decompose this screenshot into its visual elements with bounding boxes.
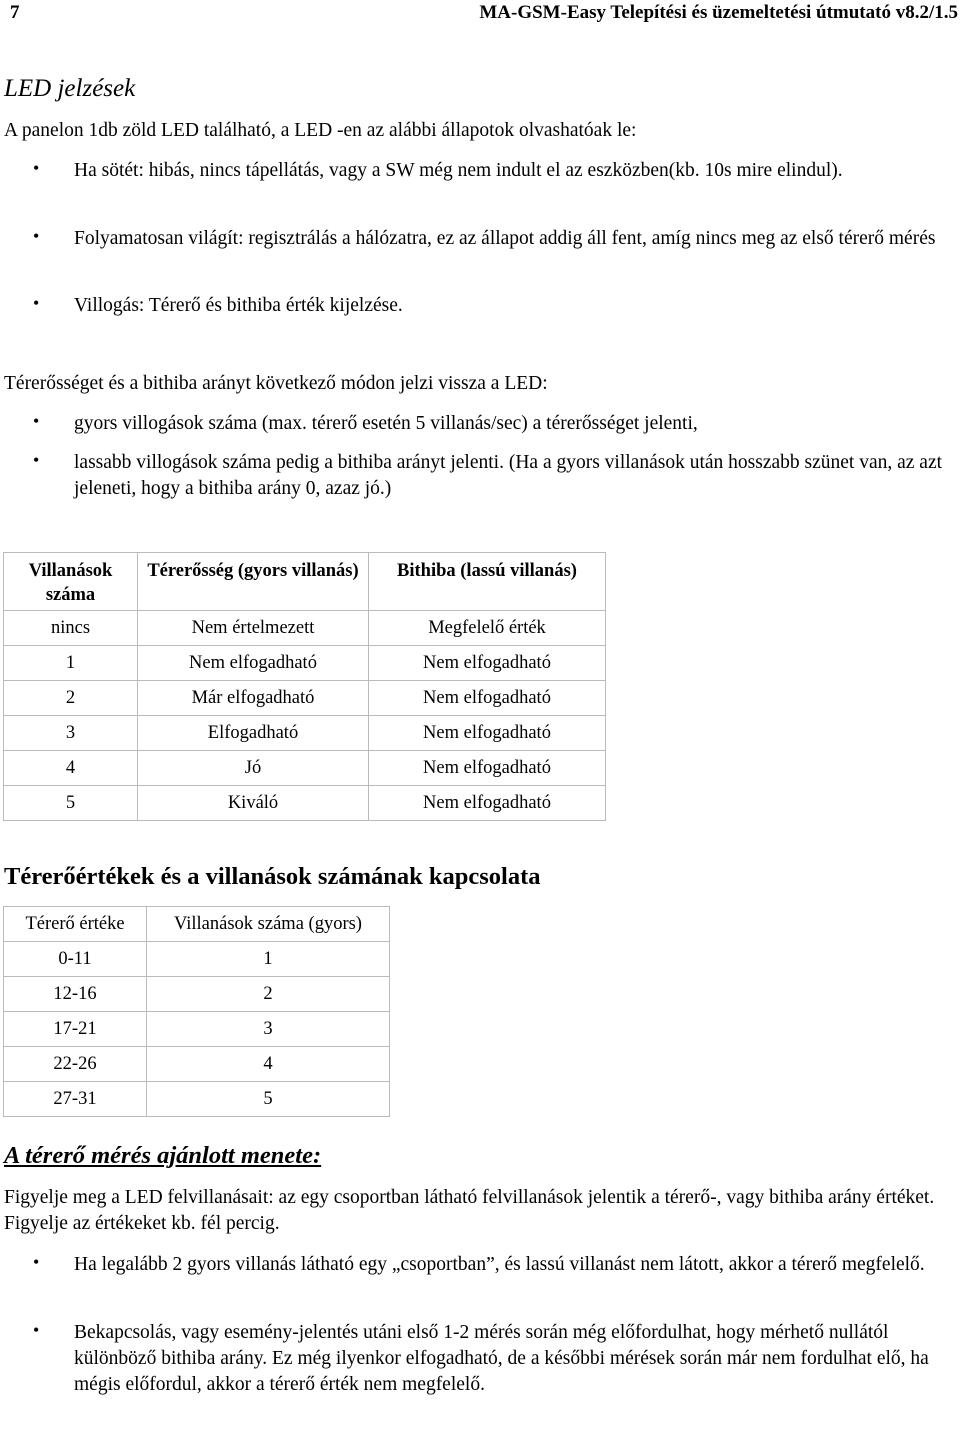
led-signal-table	[3, 552, 606, 821]
table-cell: 17-21	[4, 1012, 147, 1047]
list-item-text: Ha sötét: hibás, nincs tápellátás, vagy a SW még nem indult el az eszközben(kb. 10s mire elindul).	[74, 160, 843, 181]
table-cell: Jó	[138, 751, 369, 786]
table-cell: 27-31	[4, 1082, 147, 1117]
bullet-icon: •	[33, 226, 40, 246]
table-header-row	[4, 907, 390, 942]
table-row	[4, 977, 390, 1012]
bullet-icon: •	[33, 158, 40, 178]
table-cell: Nem elfogadható	[138, 646, 369, 681]
table-row	[4, 1047, 390, 1082]
table-row	[4, 942, 390, 977]
table-cell: 12-16	[4, 977, 147, 1012]
table-cell: 2	[4, 681, 138, 716]
table-row	[4, 751, 606, 786]
page-header	[0, 0, 960, 30]
table-cell: Nem elfogadható	[369, 751, 606, 786]
table-cell: 1	[4, 646, 138, 681]
signal-intro: Térerősséget és a bithiba arányt következő módon jelzi vissza a LED:	[4, 373, 548, 394]
table-row	[4, 786, 606, 821]
table-cell: Nem elfogadható	[369, 646, 606, 681]
table-cell: 3	[4, 716, 138, 751]
bullet-icon: •	[33, 1252, 40, 1272]
table-cell: 1	[147, 942, 390, 977]
table-cell: 4	[147, 1047, 390, 1082]
list-item-text: Villogás: Térerő és bithiba érték kijelzése.	[74, 295, 403, 316]
table-cell: 4	[4, 751, 138, 786]
led-section-heading: LED jelzések	[4, 75, 136, 102]
measure-intro: Figyelje meg a LED felvillanásait: az egy csoportban látható felvillanások jelentik a térerő-, vagy bithiba arány értéket. Figyelje az értékeket kb. fél percig.	[4, 1187, 935, 1234]
document-title: MA-GSM-Easy Telepítési és üzemeltetési útmutató v8.2/1.5	[479, 2, 958, 23]
table-cell: Kiváló	[138, 786, 369, 821]
table-header-row	[4, 553, 606, 611]
table-cell: Elfogadható	[138, 716, 369, 751]
table-row	[4, 1082, 390, 1117]
list-item-text: Folyamatosan világít: regisztrálás a hálózatra, ez az állapot addig áll fent, amíg nincs meg az első térerő mérés	[74, 228, 936, 249]
list-item-text: Ha legalább 2 gyors villanás látható egy „csoportban”, és lassú villanást nem látott, akkor a térerő megfelelő.	[74, 1254, 925, 1275]
led-intro: A panelon 1db zöld LED található, a LED -en az alábbi állapotok olvashatóak le:	[4, 120, 637, 141]
bullet-icon: •	[33, 293, 40, 313]
table-cell: Nem elfogadható	[369, 716, 606, 751]
measure-section-heading: A térerő mérés ajánlott menete:	[4, 1142, 322, 1169]
table-cell: 22-26	[4, 1047, 147, 1082]
table-cell: 2	[147, 977, 390, 1012]
table-cell: Már elfogadható	[138, 681, 369, 716]
bullet-icon: •	[33, 411, 40, 431]
table-row	[4, 646, 606, 681]
list-item-text: gyors villogások száma (max. térerő esetén 5 villanás/sec) a térerősséget jelenti,	[74, 413, 698, 434]
table-cell: 0-11	[4, 942, 147, 977]
table-header-cell: Térerő értéke	[4, 907, 147, 942]
table-cell: Nem elfogadható	[369, 681, 606, 716]
table-header-cell: Bithiba (lassú villanás)	[369, 553, 606, 611]
table-header-cell: Térerősség (gyors villanás)	[138, 553, 369, 611]
table-row	[4, 681, 606, 716]
table-cell: Nem értelmezett	[138, 611, 369, 646]
table-row	[4, 1012, 390, 1047]
table-cell: 3	[147, 1012, 390, 1047]
page-number: 7	[10, 2, 20, 23]
table-header-cell: Villanások száma	[4, 553, 138, 611]
table-cell: Megfelelő érték	[369, 611, 606, 646]
list-item-text: Bekapcsolás, vagy esemény-jelentés utáni első 1-2 mérés során még előfordulhat, hogy mérhető nullától különböző bithiba arány. Ez még ilyenkor elfogadható, de a későbbi mérések során már nem fordulhat elő, ha mégis előfordul, akkor a térerő érték nem megfelelő.	[74, 1322, 929, 1395]
table-header-cell: Villanások száma (gyors)	[147, 907, 390, 942]
table-cell: 5	[147, 1082, 390, 1117]
table-row	[4, 716, 606, 751]
signal-strength-table	[3, 906, 390, 1117]
list-item-text: lassabb villogások száma pedig a bithiba arányt jelenti. (Ha a gyors villanások után hosszabb szünet van, az azt jeleneti, hogy a bithiba arány 0, azaz jó.)	[74, 452, 943, 499]
table-row	[4, 611, 606, 646]
table-cell: Nem elfogadható	[369, 786, 606, 821]
bullet-icon: •	[33, 450, 40, 470]
relation-section-heading: Térerőértékek és a villanások számának kapcsolata	[4, 863, 541, 890]
table-cell: nincs	[4, 611, 138, 646]
bullet-icon: •	[33, 1320, 40, 1340]
table-cell: 5	[4, 786, 138, 821]
